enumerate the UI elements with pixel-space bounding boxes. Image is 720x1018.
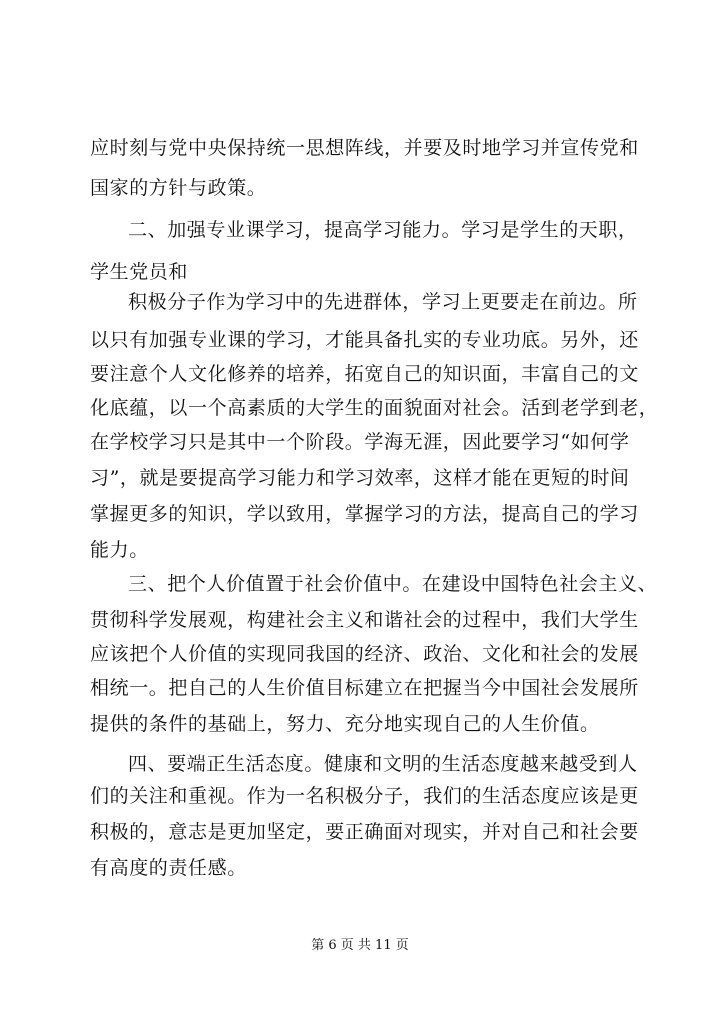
text-line: 四、要端正生活态度。健康和文明的生活态度越来越受到人 — [128, 753, 638, 775]
text-line: 二、加强专业课学习，提高学习能力。学习是学生的天职， — [128, 219, 638, 241]
text-line: 能力。 — [90, 539, 149, 561]
page-number: 第 6 页 共 11 页 — [311, 938, 409, 953]
text-line: 习”，就是要提高学习能力和学习效率，这样才能在更短的时间 — [90, 467, 630, 489]
text-line: 掌握更多的知识，学以致用，掌握学习的方法，提高自己的学习 — [90, 503, 639, 525]
text-line: 相统一。把自己的人生价值目标建立在把握当今中国社会发展所 — [90, 677, 639, 699]
page-footer — [0, 938, 720, 954]
text-line: 提供的条件的基础上，努力、充分地实现自己的人生价值。 — [90, 713, 600, 735]
text-line: 积极分子作为学习中的先进群体，学习上更要走在前边。所 — [128, 291, 638, 313]
text-line: 化底蕴，以一个高素质的大学生的面貌面对社会。活到老学到老， — [90, 397, 659, 419]
text-line: 要注意个人文化修养的培养，拓宽自己的知识面，丰富自己的文 — [90, 363, 639, 385]
text-line: 们的关注和重视。作为一名积极分子，我们的生活态度应该是更 — [90, 785, 639, 807]
text-line: 积极的，意志是更加坚定，要正确面对现实，并对自己和社会要 — [90, 821, 639, 843]
text-line: 在学校学习只是其中一个阶段。学海无涯，因此要学习“如何学 — [90, 431, 630, 453]
text-line: 应时刻与党中央保持统一思想阵线，并要及时地学习并宣传党和 — [90, 137, 639, 159]
text-line: 学生党员和 — [90, 261, 189, 283]
text-line: 有高度的责任感。 — [90, 857, 247, 879]
text-line: 贯彻科学发展观，构建社会主义和谐社会的过程中，我们大学生 — [90, 609, 639, 631]
text-line: 以只有加强专业课的学习，才能具备扎实的专业功底。另外，还 — [90, 329, 639, 351]
text-line: 应该把个人价值的实现同我国的经济、政治、文化和社会的发展 — [90, 643, 639, 665]
text-line: 国家的方针与政策。 — [90, 177, 267, 199]
text-line: 三、把个人价值置于社会价值中。在建设中国特色社会主义、 — [128, 573, 658, 595]
